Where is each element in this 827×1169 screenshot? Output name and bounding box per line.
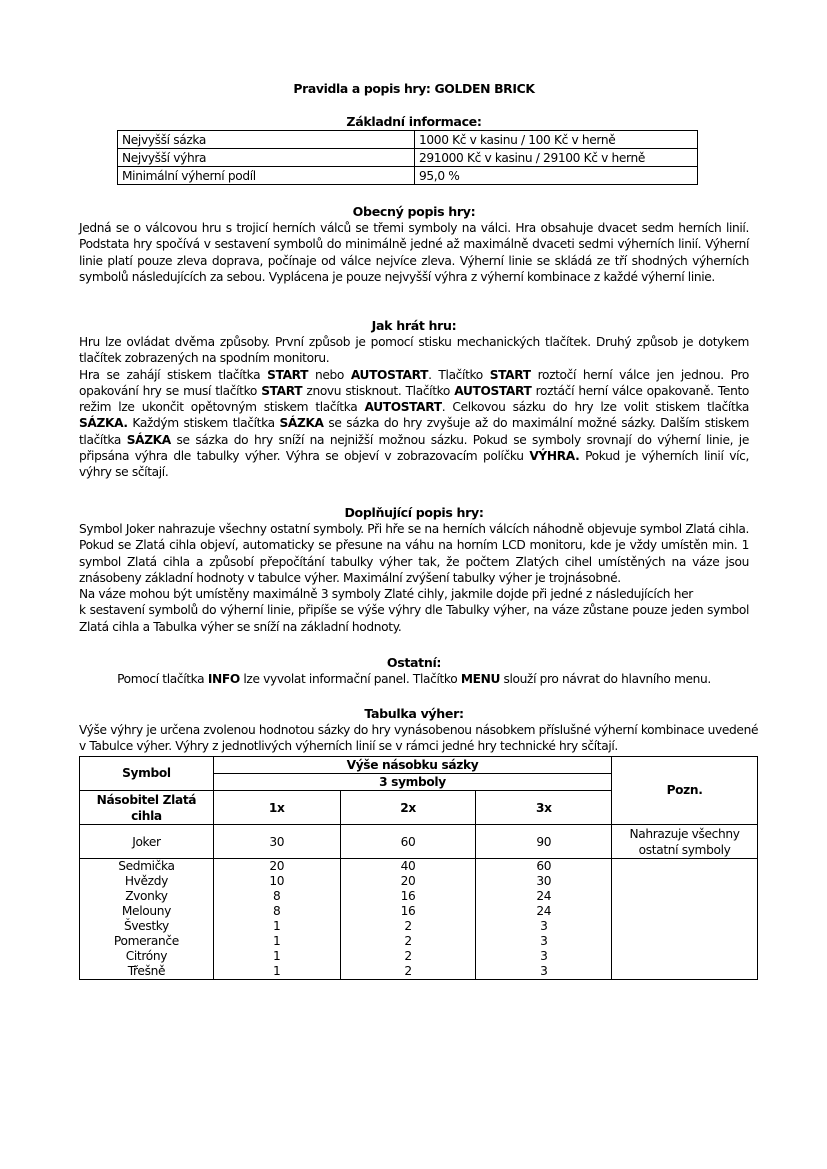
paytable-text: Výše výhry je určena zvolenou hodnotou sázky do hry vynásobenou násobkem příslušné výherní kombinace uvedené v Tabulce výher. Výhry z jednotlivých výherních linií se v rámci jedné hry technické hry sčítají. (79, 723, 759, 754)
text-run: znovu stisknout. Tlačítko (302, 383, 455, 398)
value-cell: 2 (340, 949, 476, 964)
symbol-cell: Hvězdy (80, 874, 214, 889)
button-name-text: AUTOSTART (350, 367, 429, 382)
info-value: 1000 Kč v kasinu / 100 Kč v herně (415, 131, 698, 149)
header-mult-2x: 2x (340, 791, 476, 825)
how-to-play-heading: Jak hrát hru: (371, 318, 457, 333)
text-run: lze vyvolat informační panel. Tlačítko (239, 672, 461, 686)
button-name-text: START (267, 367, 309, 382)
value-cell: 60 (476, 859, 612, 875)
info-label: Nejvyšší sázka (118, 131, 415, 149)
header-symbol: Symbol (80, 757, 214, 791)
value-cell: 3 (476, 964, 612, 980)
value-cell: 8 (213, 889, 340, 904)
button-name-text: SÁZKA (126, 432, 171, 447)
table-row (80, 919, 758, 934)
text-run: se sázka do hry zvyšuje až do maximální možné sázky. Dalším stiskem tlačítka (79, 416, 749, 447)
paytable (79, 756, 758, 980)
text-run: roztočí herní válce jen jednou. Pro opakování hry se musí tlačítko (79, 367, 749, 398)
general-text: Jedná se o válcovou hru s trojicí herních válců se třemi symboly na válci. Hra obsahuje dvacet sedm herních linií. Podstata hry spočívá v sestavení symbolů do minimálně jedné až maximálně dvaceti sedmi výherních linií. Výherní linie platí pouze zleva doprava, počínaje od válce nejvíce zleva. Výherní linie se skládá ze tří shodných výherních symbolů následujících za sebou. Vyplácena je pouze nejvyšší výhra z výherní kombinace z každé výherní linie. (79, 221, 749, 284)
symbol-cell: Třešně (80, 964, 214, 980)
basic-info-heading: Základní informace: (346, 114, 482, 129)
info-label: Nejvyšší výhra (118, 149, 415, 167)
additional-text-3: k sestavení symbolů do výherní linie, připíše se výše výhry dle Tabulky výher, na váze zůstane pouze jeden symbol Zlatá cihla a Tabulka výher se sníží na základní hodnoty. (79, 603, 749, 634)
value-cell: 60 (340, 825, 476, 859)
value-cell: 30 (213, 825, 340, 859)
paytable-header-row (80, 757, 758, 774)
table-row (80, 825, 758, 859)
text-run: Pomocí tlačítka (117, 672, 208, 686)
how-to-play-intro: Hru lze ovládat dvěma způsoby. První způsob je pomocí stisku mechanických tlačítek. Druhý způsob je dotykem tlačítek zobrazených na spodním monitoru. (79, 335, 749, 366)
document-title: Pravidla a popis hry: GOLDEN BRICK (293, 81, 535, 96)
note-cell (612, 934, 758, 949)
symbol-cell: Citróny (80, 949, 214, 964)
note-cell (612, 874, 758, 889)
text-run: nebo (308, 367, 351, 382)
other-text (79, 671, 749, 687)
value-cell: 2 (340, 919, 476, 934)
text-run: Pokud je výherních linií víc, výhry se sčítají. (79, 449, 749, 480)
note-cell (612, 859, 758, 875)
text-run: Hra se zahájí stiskem tlačítka (79, 367, 268, 382)
info-row (118, 167, 698, 185)
value-cell: 20 (340, 874, 476, 889)
value-cell: 24 (476, 889, 612, 904)
note-cell (612, 949, 758, 964)
header-multiplier: Násobitel Zlatá cihla (80, 791, 214, 825)
other-heading: Ostatní: (386, 655, 442, 670)
button-name-text: AUTOSTART (454, 383, 532, 398)
value-cell: 1 (213, 949, 340, 964)
symbol-cell: Švestky (80, 919, 214, 934)
value-cell: 16 (340, 904, 476, 919)
additional-text-1: Symbol Joker nahrazuje všechny ostatní symboly. Při hře se na herních válcích náhodně objevuje symbol Zlatá cihla. Pokud se Zlatá cihla objeví, automaticky se přesune na váhu na horním LCD monitoru, kde je vždy umístěn min. 1 symbol Zlatá cihla a způsobí přepočítání tabulky výher tak, že počtem Zlatých cihel umístěných na váze jsou znásobeny základní hodnoty v tabulce výher. Maximální zvýšení tabulky výher je trojnásobné. (79, 522, 749, 585)
additional-paragraph (79, 521, 749, 635)
button-name-text: SÁZKA. (79, 416, 128, 431)
symbol-cell: Joker (80, 825, 214, 859)
basic-info-table (117, 130, 698, 185)
table-row (80, 949, 758, 964)
other-paragraph (79, 671, 749, 687)
header-group: Výše násobku sázky (213, 757, 611, 774)
header-mult-3x: 3x (476, 791, 612, 825)
value-cell: 3 (476, 919, 612, 934)
value-cell: 3 (476, 934, 612, 949)
note-cell (612, 919, 758, 934)
value-cell: 24 (476, 904, 612, 919)
button-name-text: AUTOSTART (364, 400, 442, 415)
general-heading: Obecný popis hry: (352, 204, 476, 219)
symbol-cell: Zvonky (80, 889, 214, 904)
value-cell: 1 (213, 934, 340, 949)
table-row (80, 859, 758, 875)
button-name-text: INFO (207, 672, 240, 686)
table-row (80, 964, 758, 980)
how-to-play-controls (79, 367, 749, 481)
button-name-text: SÁZKA (279, 416, 324, 431)
value-cell: 2 (340, 964, 476, 980)
value-cell: 3 (476, 949, 612, 964)
paytable-heading: Tabulka výher: (364, 706, 464, 721)
note-cell (612, 889, 758, 904)
value-cell: 20 (213, 859, 340, 875)
button-name-text: MENU (460, 672, 500, 686)
symbol-cell: Pomeranče (80, 934, 214, 949)
value-cell: 30 (476, 874, 612, 889)
additional-heading: Doplňující popis hry: (344, 505, 484, 520)
info-row (118, 149, 698, 167)
value-cell: 2 (340, 934, 476, 949)
info-value: 95,0 % (415, 167, 698, 185)
header-subgroup: 3 symboly (213, 774, 611, 791)
button-name-text: START (489, 367, 531, 382)
value-cell: 16 (340, 889, 476, 904)
value-cell: 10 (213, 874, 340, 889)
symbol-cell: Sedmička (80, 859, 214, 875)
general-paragraph (79, 220, 749, 285)
info-value: 291000 Kč v kasinu / 29100 Kč v herně (415, 149, 698, 167)
note-cell (612, 964, 758, 980)
text-run: se sázka do hry sníží na nejnižší možnou sázku. Pokud se symboly srovnají do výherní linie, je připsána výhra dle tabulky výher. Výhra se objeví v zobrazovacím políčku (79, 432, 749, 464)
value-cell: 40 (340, 859, 476, 875)
value-cell: 90 (476, 825, 612, 859)
note-cell (612, 904, 758, 919)
button-name-text: START (261, 383, 303, 398)
text-run: slouží pro návrat do hlavního menu. (500, 672, 711, 686)
table-row (80, 889, 758, 904)
table-row (80, 874, 758, 889)
table-row (80, 904, 758, 919)
text-run: . Celkovou sázku do hry lze volit stiskem tlačítka (441, 400, 749, 415)
text-run: . Tlačítko (428, 367, 490, 382)
header-note: Pozn. (612, 757, 758, 825)
header-mult-1x: 1x (213, 791, 340, 825)
text-run: Každým stiskem tlačítka (127, 416, 280, 431)
text-run: roztáčí herní válce opakovaně. Tento režim lze ukončit opětovným stiskem tlačítka (79, 383, 749, 415)
info-row (118, 131, 698, 149)
value-cell: 1 (213, 964, 340, 980)
table-row (80, 934, 758, 949)
value-cell: 8 (213, 904, 340, 919)
paytable-paragraph (79, 722, 759, 755)
value-cell: 1 (213, 919, 340, 934)
how-to-play-paragraph (79, 334, 749, 481)
note-cell: Nahrazuje všechny ostatní symboly (612, 825, 758, 859)
symbol-cell: Melouny (80, 904, 214, 919)
additional-text-2: Na váze mohou být umístěny maximálně 3 symboly Zlaté cihly, jakmile dojde při jedné z následujících her (79, 587, 693, 602)
info-label: Minimální výherní podíl (118, 167, 415, 185)
button-name-text: VÝHRA. (529, 449, 580, 464)
